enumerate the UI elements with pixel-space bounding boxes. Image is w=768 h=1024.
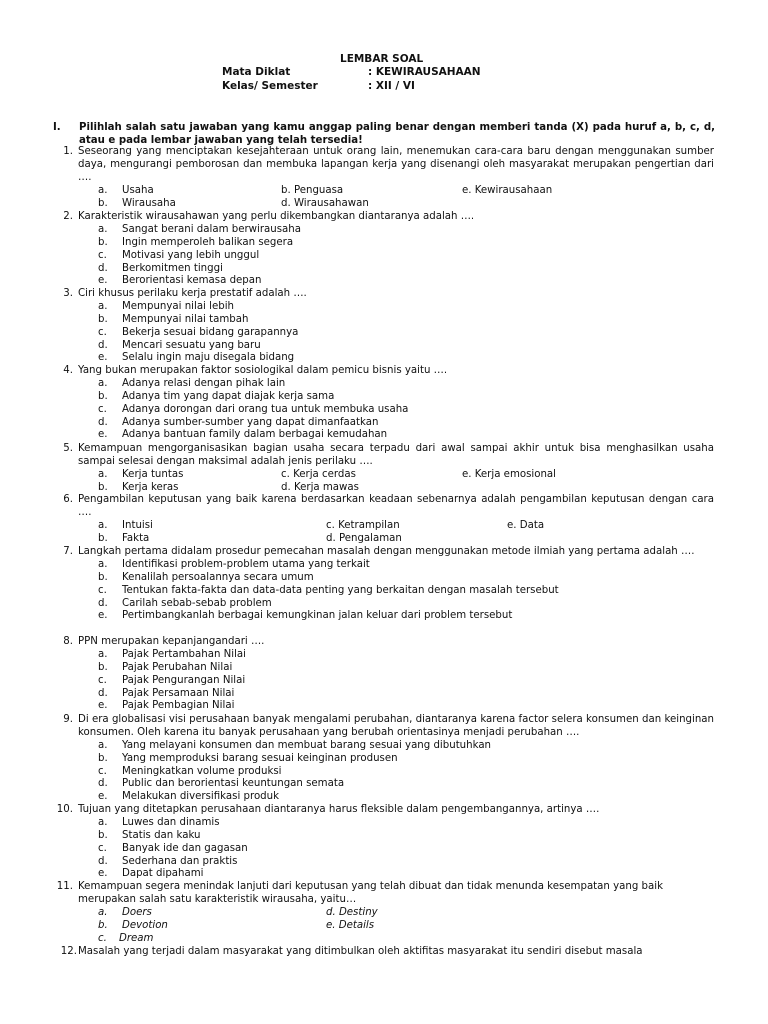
option-text: Carilah sebab-sebab problem [122,597,272,609]
question-text: Kemampuan mengorganisasikan bagian usaha secara terpadu dari awal sampai akhir untuk bisa menghasilkan usaha sampai selesai dengan maksimal adalah jenis perilaku …. [78,443,714,467]
question-11 [56,881,714,945]
option-text: Mencari sesuatu yang baru [122,339,261,351]
option-text: Sangat berani dalam berwirausaha [122,223,301,235]
question-text: Langkah pertama didalam prosedur pemecahan masalah dengan menggunakan metode ilmiah yang pertama adalah …. [78,546,695,557]
option-text: Pajak Persamaan Nilai [122,687,235,699]
mata-diklat-label: Mata Diklat [222,66,291,78]
option-letter: b. [98,752,108,764]
option-letter: a. [98,377,108,389]
question-7 [63,546,714,623]
question-6 [63,494,714,546]
option-letter: b. [98,313,108,325]
option-letter: a. [98,558,108,570]
option-text: c. Ketrampilan [326,519,400,531]
option-text: Adanya tim yang dapat diajak kerja sama [122,390,335,402]
question-number: 8. [63,636,73,647]
option-text: Devotion [122,919,168,931]
option-text: c. Kerja cerdas [281,468,356,480]
option-text: Intuisi [122,519,153,531]
question-3 [63,288,714,365]
question-number: 6. [63,494,73,505]
question-text: Ciri khusus perilaku kerja prestatif adalah …. [78,288,307,299]
option-text: Adanya relasi dengan pihak lain [122,377,286,389]
option-text: Selalu ingin maju disegala bidang [122,352,295,364]
option-letter: c. [98,249,107,261]
option-text: Adanya sumber-sumber yang dapat dimanfaatkan [122,416,379,428]
option-letter: a. [98,300,108,312]
option-text: Wirausaha [122,197,176,209]
section-text: Pilihlah salah satu jawaban yang kamu anggap paling benar dengan memberi tanda (X) pada huruf a, b, c, d, atau e pada lembar jawaban yang telah tersedia! [79,122,715,146]
option-text: e. Details [326,919,375,931]
option-letter: e. [98,791,108,803]
option-letter: e. [98,275,108,287]
option-letter: e. [98,429,108,441]
question-text: Di era globalisasi visi perusahaan banyak mengalami perubahan, diantaranya karena factor selera konsumen dan keinginan konsumen. Oleh karena itu banyak perusahaan yang berubah orientasinya menjadi perubahan …. [78,714,714,738]
option-text: Adanya bantuan family dalam berbagai kemudahan [122,429,388,441]
option-text: Fakta [122,532,150,544]
option-text: e. Kerja emosional [462,468,557,480]
question-5 [63,443,714,495]
question-number: 10. [56,804,73,815]
option-letter: b. [98,481,108,493]
option-letter: b. [98,532,108,544]
option-text: d. Wirausahawan [281,197,369,209]
section-number: I. [53,122,61,133]
option-text: Berkomitmen tinggi [122,262,223,274]
option-letter: d. [98,855,108,867]
option-letter: b. [98,197,108,209]
option-letter: c. [98,403,107,415]
question-text: Pengambilan keputusan yang baik karena berdasarkan keadaan sebenarnya adalah pengambilan keputusan dengan cara …. [78,494,714,518]
option-text: Mempunyai nilai lebih [122,300,234,312]
section-instruction [53,122,715,148]
question-1 [63,146,714,211]
option-text: Motivasi yang lebih unggul [122,249,260,261]
option-text: Identifikasi problem-problem utama yang terkait [122,558,370,570]
option-letter: b. [98,661,108,673]
option-letter: a. [98,906,108,918]
option-text: d. Destiny [326,906,378,918]
question-12 [60,946,718,959]
option-letter: e. [98,352,108,364]
option-letter: a. [98,223,108,235]
option-text: Tentukan fakta-fakta dan data-data penting yang berkaitan dengan masalah tersebut [122,584,559,596]
option-letter: b. [98,236,108,248]
question-number: 7. [63,546,73,557]
option-letter: a. [98,468,108,480]
question-text: Kemampuan segera menindak lanjuti dari keputusan yang telah dibuat dan tidak menunda kesempatan yang baik merupakan salah satu karakteristik wirausaha, yaitu… [78,881,663,905]
option-text: Sederhana dan praktis [122,855,238,867]
question-text: Tujuan yang ditetapkan perusahaan diantaranya harus fleksible dalam pengembangannya, artinya …. [78,804,600,815]
option-text: Berorientasi kemasa depan [122,275,262,287]
option-text: Doers [122,906,152,918]
option-text: Kerja keras [122,481,179,493]
option-letter: e. [98,700,108,712]
question-number: 11. [56,881,73,892]
option-letter: b. [98,390,108,402]
option-letter: c. [98,326,107,338]
mata-diklat-value: : KEWIRAUSAHAAN [368,66,481,78]
option-text: d. Pengalaman [326,532,402,544]
option-text: Ingin memperoleh balikan segera [122,236,294,248]
option-text: e. Kewirausahaan [462,184,553,196]
question-number: 4. [63,365,73,376]
question-8 [63,636,714,713]
option-text: Pertimbangkanlah berbagai kemungkinan jalan keluar dari problem tersebut [122,610,513,622]
option-text: Pajak Perubahan Nilai [122,661,233,673]
option-letter: d. [98,416,108,428]
option-text: Kerja tuntas [122,468,184,480]
option-letter: a. [98,816,108,828]
option-letter: c. [98,674,107,686]
option-text: Usaha [122,184,154,196]
question-number: 5. [63,443,73,454]
question-text: Yang bukan merupakan faktor sosiologikal dalam pemicu bisnis yaitu …. [78,365,448,376]
option-letter: b. [98,829,108,841]
option-text: d. Kerja mawas [281,481,359,493]
option-text: Pajak Pengurangan Nilai [122,674,246,686]
option-text: Yang memproduksi barang sesuai keinginan produsen [122,752,398,764]
option-text: e. Data [507,519,545,531]
option-letter: c. [98,584,107,596]
option-letter: a. [98,739,108,751]
option-letter: c. [98,932,107,944]
question-text: Seseorang yang menciptakan kesejahteraan untuk orang lain, menemukan cara-cara baru dengan menggunakan sumber daya, mengurangi pemborosan dan membuka lapangan kerja yang disenangi oleh masyarakat merupakan pengertian dari …. [78,146,714,183]
option-text: Adanya dorongan dari orang tua untuk membuka usaha [122,403,409,415]
option-letter: a. [98,519,108,531]
option-text: Meningkatkan volume produksi [122,765,282,777]
question-text: Karakteristik wirausahawan yang perlu dikembangkan diantaranya adalah …. [78,211,475,222]
option-text: Melakukan diversifikasi produk [122,791,279,803]
option-letter: d. [98,778,108,790]
kelas-semester-label: Kelas/ Semester [222,80,318,92]
option-letter: c. [98,842,107,854]
option-letter: c. [98,765,107,777]
option-text: Dapat dipahami [122,868,204,880]
question-number: 3. [63,288,73,299]
option-text: Pajak Pertambahan Nilai [122,648,246,660]
question-text: Masalah yang terjadi dalam masyarakat yang ditimbulkan oleh aktifitas masyarakat itu sendiri disebut masala [78,946,643,957]
option-text: Bekerja sesuai bidang garapannya [122,326,299,338]
question-number: 12. [60,946,77,957]
page-title: LEMBAR SOAL [340,53,424,65]
question-number: 9. [63,714,73,725]
question-number: 1. [63,146,73,157]
option-letter: d. [98,339,108,351]
question-9 [63,714,714,804]
question-4 [63,365,714,442]
option-text: Kenalilah persoalannya secara umum [122,571,314,583]
question-2 [63,211,714,288]
option-letter: b. [98,571,108,583]
question-text: PPN merupakan kepanjangandari …. [78,636,265,647]
question-number: 2. [63,211,73,222]
option-text: Statis dan kaku [122,829,201,841]
option-text: Mempunyai nilai tambah [122,313,249,325]
option-letter: e. [98,868,108,880]
option-letter: a. [98,184,108,196]
kelas-semester-value: : XII / VI [368,80,415,92]
option-text: Pajak Pembagian Nilai [122,700,235,712]
option-letter: b. [98,919,108,931]
question-10 [56,804,714,881]
option-text: b. Penguasa [281,184,344,196]
option-text: Luwes dan dinamis [122,816,220,828]
option-letter: d. [98,262,108,274]
option-text: Dream [119,932,154,944]
option-letter: e. [98,610,108,622]
option-text: Banyak ide dan gagasan [122,842,248,854]
option-letter: a. [98,648,108,660]
option-letter: d. [98,687,108,699]
option-text: Yang melayani konsumen dan membuat barang sesuai yang dibutuhkan [122,739,492,751]
option-letter: d. [98,597,108,609]
option-text: Public dan berorientasi keuntungan semata [122,778,345,790]
